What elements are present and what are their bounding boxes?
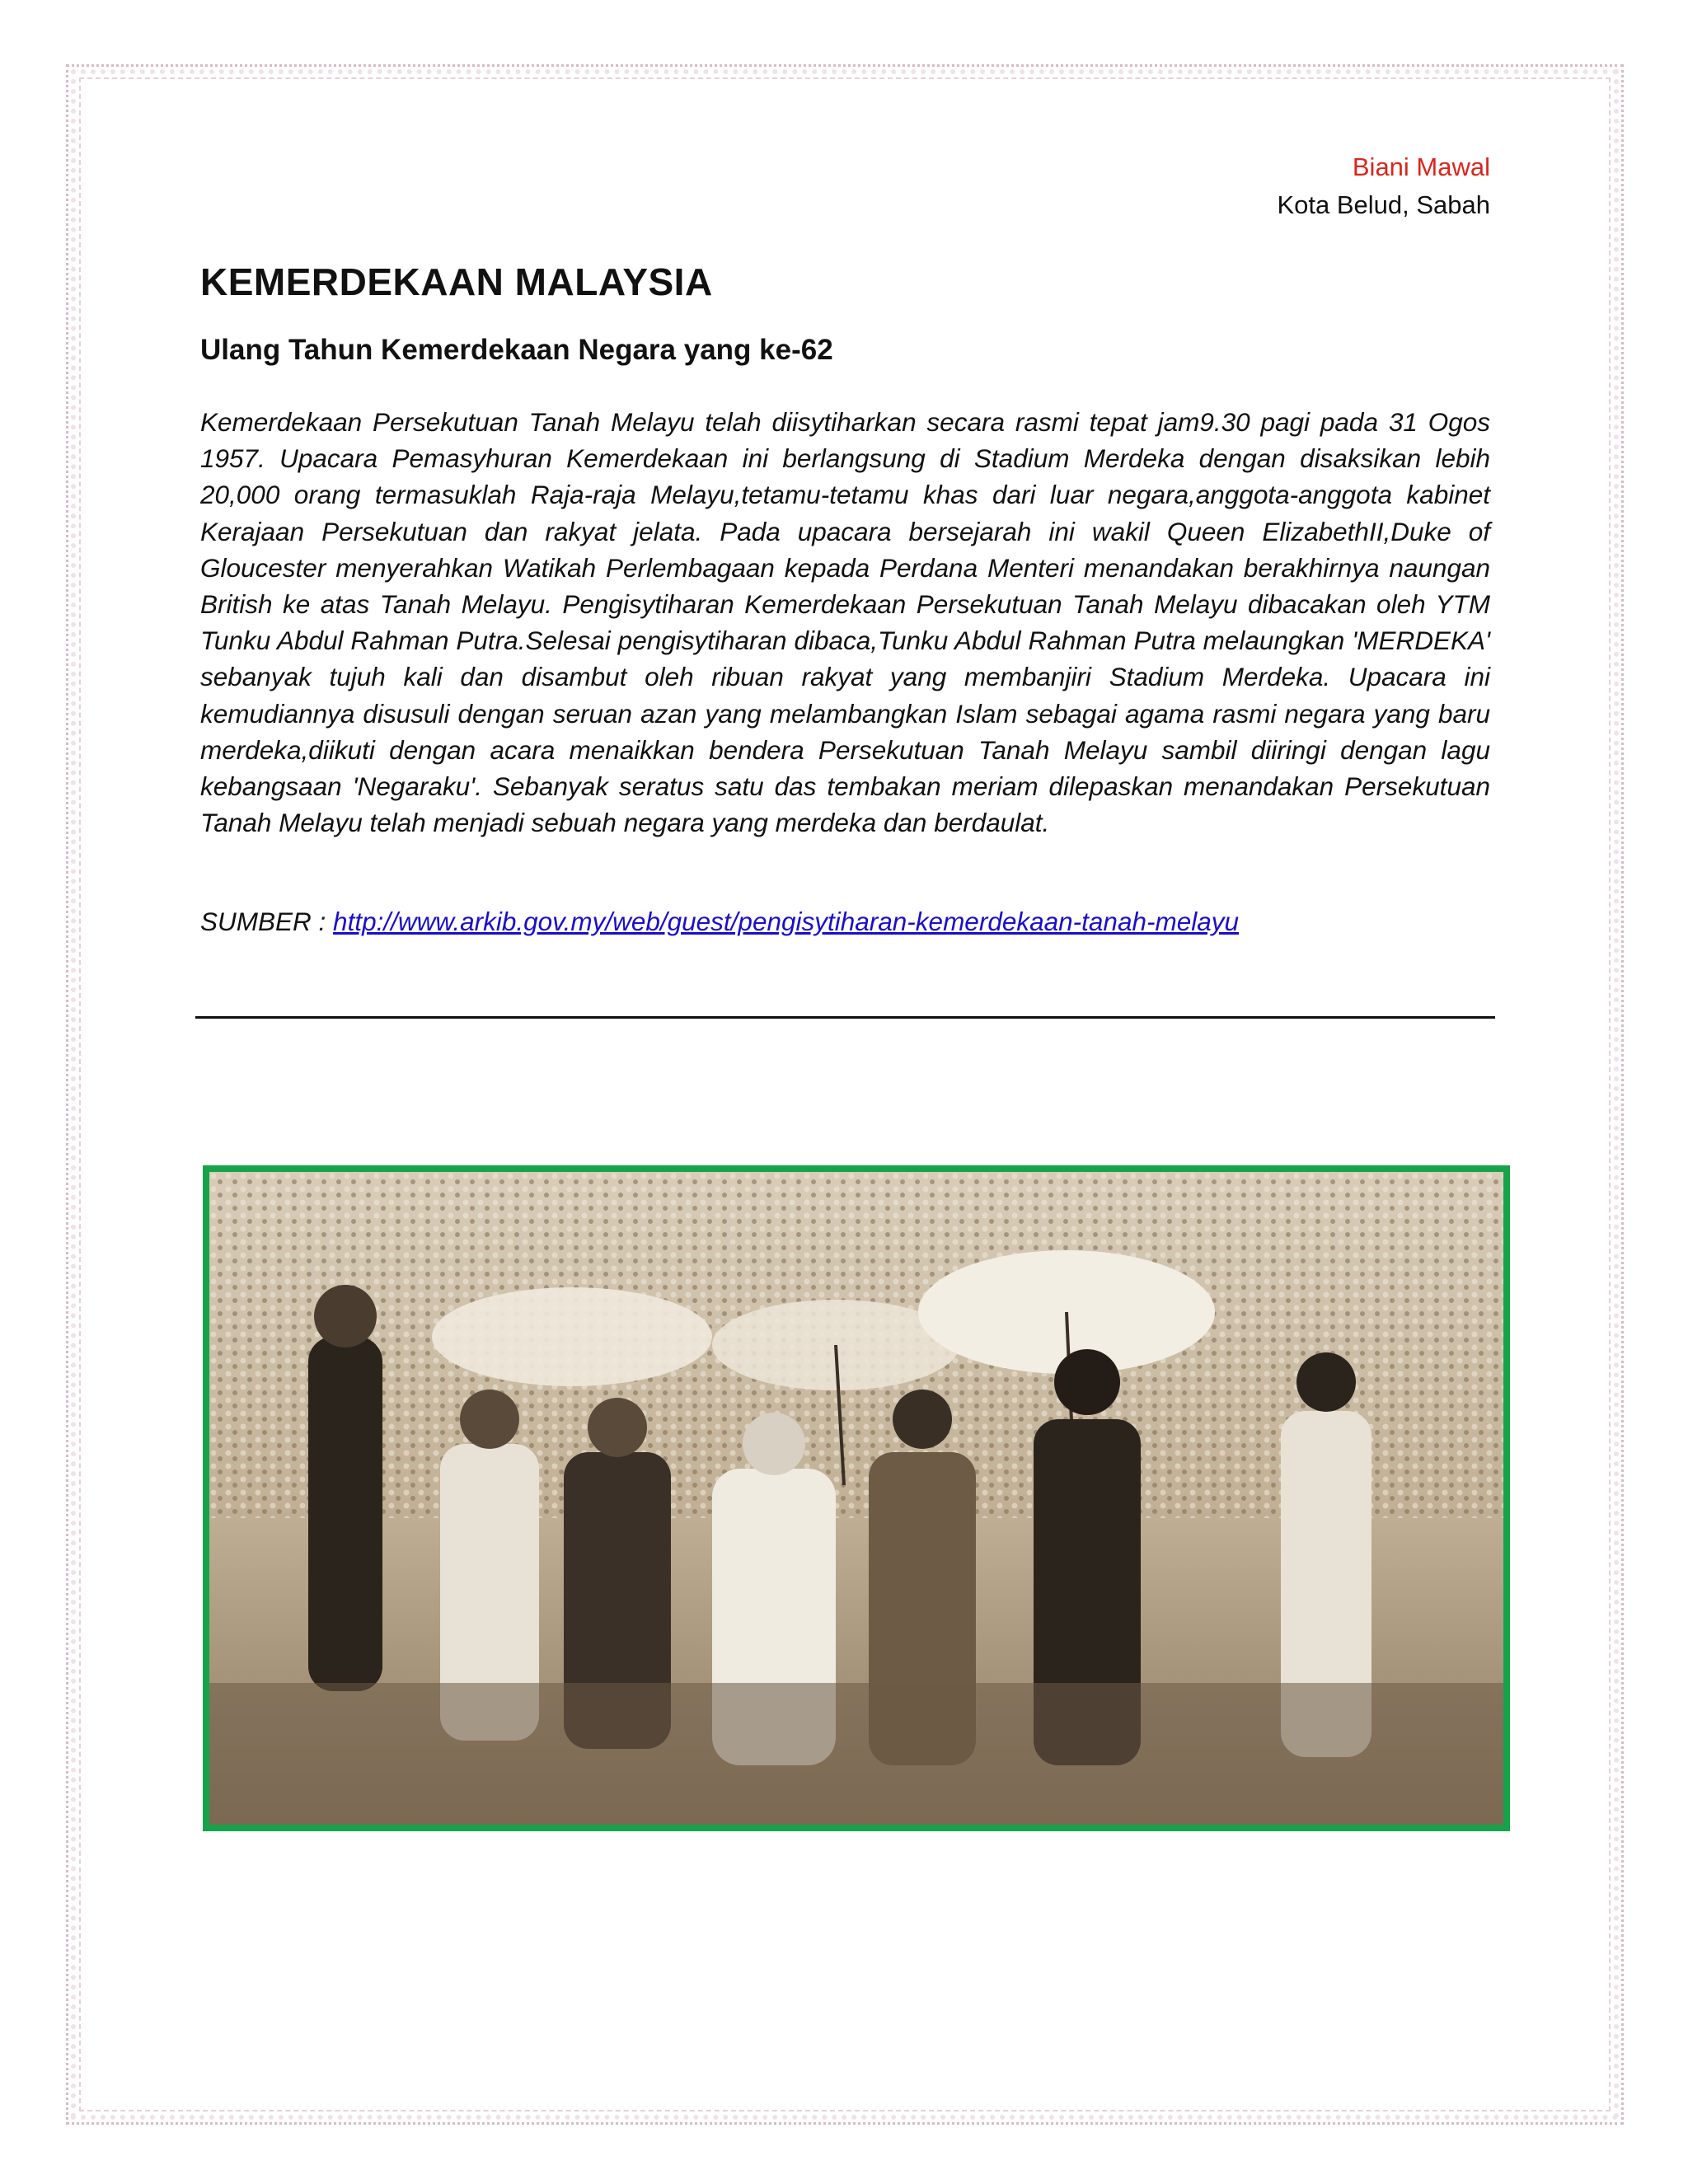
author-location: Kota Belud, Sabah: [1277, 190, 1490, 219]
source-label: SUMBER :: [200, 907, 326, 936]
page-title: KEMERDEKAAN MALAYSIA: [200, 260, 713, 303]
source-line: [200, 907, 1239, 937]
horizontal-rule: [195, 1016, 1495, 1019]
article-body: Kemerdekaan Persekutuan Tanah Melayu telah diisytiharkan secara rasmi tepat jam9.30 pagi pada 31 Ogos 1957. Upacara Pemasyhuran Kemerdekaan ini berlangsung di Stadium Merdeka dengan disaksikan lebih 20,000 orang termasuklah Raja-raja Melayu,tetamu-tetamu khas dari luar negara,anggota-anggota kabinet Kerajaan Persekutuan dan rakyat jelata. Pada upacara bersejarah ini wakil Queen ElizabethII,Duke of Gloucester menyerahkan Watikah Perlembagaan kepada Perdana Menteri menandakan berakhirnya naungan British ke atas Tanah Melayu. Pengisytiharan Kemerdekaan Persekutuan Tanah Melayu dibacakan oleh YTM Tunku Abdul Rahman Putra.Selesai pengisytiharan dibaca,Tunku Abdul Rahman Putra melaungkan 'MERDEKA' sebanyak tujuh kali dan disambut oleh ribuan rakyat yang membanjiri Stadium Merdeka. Upacara ini kemudiannya disusuli dengan seruan azan yang melambangkan Islam sebagai agama rasmi negara yang baru merdeka,diikuti dengan acara menaikkan bendera Persekutuan Tanah Melayu sambil diiringi dengan lagu kebangsaan 'Negaraku'. Sebanyak seratus satu das tembakan meriam dilepaskan menandakan Persekutuan Tanah Melayu telah menjadi sebuah negara yang merdeka dan berdaulat.: [200, 407, 1490, 838]
page-subtitle: Ulang Tahun Kemerdekaan Negara yang ke-62: [200, 334, 833, 366]
source-link[interactable]: http://www.arkib.gov.my/web/guest/pengisytiharan-kemerdekaan-tanah-melayu: [333, 907, 1240, 936]
historical-photo: [203, 1165, 1510, 1831]
author-block: [1277, 148, 1490, 224]
author-name: Biani Mawal: [1352, 152, 1490, 181]
photo-illustration: [209, 1172, 1503, 1825]
